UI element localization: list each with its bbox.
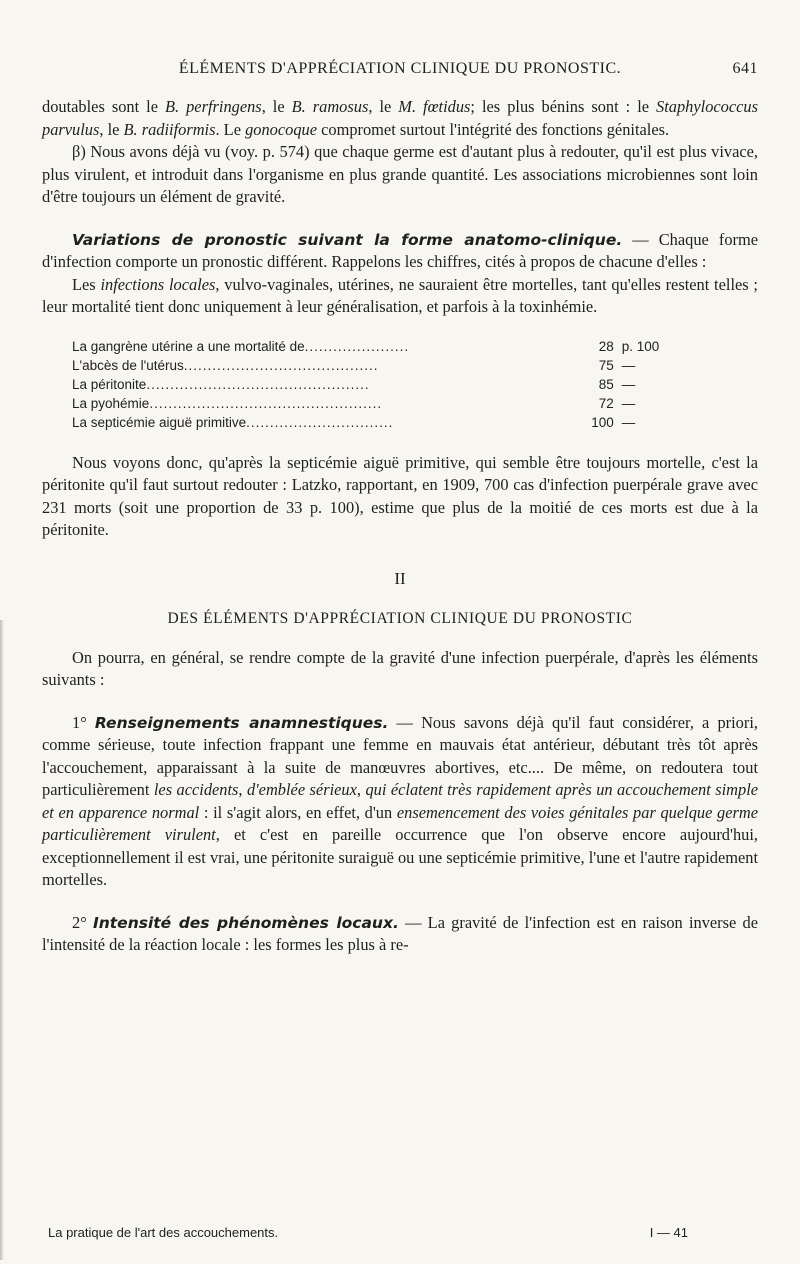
mortality-row [72, 356, 692, 375]
mortality-unit: — [621, 395, 636, 411]
mortality-label: L'abcès de l'utérus......................................... [72, 357, 379, 373]
mortality-label: La septicémie aiguë primitive............................... [72, 414, 394, 430]
paragraph-4: Les infections locales, vulvo-vaginales, utérines, ne sauraient être mortelles, tant qu'elles restent telles ; leur mortalité tient donc uniquement à leur généralisation, et parfois à la toxinhémie. [42, 274, 758, 316]
section-heading-phenomenes: Intensité des phénomènes locaux. [92, 913, 399, 932]
page-edge-shadow [0, 620, 4, 1260]
paragraph-3: Variations de pronostic suivant la forme anatomo-clinique. — Chaque forme d'infection comporte un pronostic différent. Rappelons les chiffres, cités à propos de chacune d'elles : [42, 229, 758, 271]
paragraph-1: doutables sont le B. perfringens, le B. ramosus, le M. fœtidus; les plus bénins sont : le Staphylococcus parvulus, le B. radiiformis. Le gonocoque compromet surtout l'intégrité des fonctions génitales. [42, 97, 759, 139]
mortality-value: 100 [591, 414, 614, 430]
body-text [42, 96, 758, 957]
mortality-label: La gangrène utérine a une mortalité de...................... [72, 338, 410, 354]
mortality-label: La pyohémie................................................. [72, 395, 383, 411]
mortality-value: 28 [598, 338, 614, 354]
mortality-unit: — [621, 357, 636, 373]
paragraph-8: 2° Intensité des phénomènes locaux. — La gravité de l'infection est en raison inverse de l'intensité de la réaction locale : les formes les plus à re- [42, 912, 758, 954]
mortality-unit: p. 100 [621, 338, 660, 354]
paragraph-7: 1° Renseignements anamnestiques. — Nous savons déjà qu'il faut considérer, a priori, comme sérieuse, toute infection frappant une femme en mauvais état antérieur, débutant très tôt après l'accouchement, apparaissant à la suite de manœuvres abortives, etc.... De même, on redoutera tout particulièrement les accidents, d'emblée sérieux, qui éclatent très rapidement après un accouchement simple et en apparence normal : il s'agit alors, en effet, d'un ensemencement des voies génitales par quelque germe particulièrement virulent, et c'est en pareille occurrence que l'on observe encore aujourd'hui, exceptionnellement il est vrai, une péritonite suraiguë ou une septicémie primitive, l'une et l'autre rapidement mortelles. [42, 712, 759, 889]
mortality-label: La péritonite............................................... [72, 376, 370, 392]
footer-signature: I — 41 [649, 1225, 688, 1240]
running-head [42, 60, 758, 78]
paragraph-2: β) Nous avons déjà vu (voy. p. 574) que chaque germe est d'autant plus à redouter, qu'il est plus vivace, plus virulent, et introduit dans l'organisme en plus grande quantité. Les associations microbiennes sont loin d'être toujours un élément de gravité. [42, 142, 758, 206]
mortality-row [72, 375, 692, 394]
paragraph-6: On pourra, en général, se rendre compte de la gravité d'une infection puerpérale, d'après les éléments suivants : [42, 647, 758, 689]
page-number: 641 [732, 60, 758, 77]
mortality-row [72, 394, 692, 413]
paragraph-5: Nous voyons donc, qu'après la septicémie aiguë primitive, qui semble être toujours mortelle, c'est la péritonite qu'il faut surtout redouter : Latzko, rapportant, en 1909, 700 cas d'infection puerpérale grave avec 231 morts (soit une proportion de 33 p. 100), estime que plus de la moitié de ces morts est due à la péritonite. [42, 452, 758, 539]
mortality-value: 75 [598, 357, 614, 373]
mortality-unit: — [621, 414, 636, 430]
mortality-value: 85 [598, 376, 614, 392]
running-head-title: ÉLÉMENTS D'APPRÉCIATION CLINIQUE DU PRONOSTIC. [178, 60, 622, 77]
section-heading-anamnestiques: Renseignements anamnestiques. [94, 713, 389, 732]
section-heading-variations: Variations de pronostic suivant la forme anatomo-clinique. [72, 230, 623, 249]
footer-book-title: La pratique de l'art des accouchements. [48, 1225, 279, 1240]
section-title: DES ÉLÉMENTS D'APPRÉCIATION CLINIQUE DU PRONOSTIC [167, 610, 633, 627]
mortality-table [72, 337, 692, 432]
mortality-value: 72 [598, 395, 614, 411]
section-number: II [394, 568, 406, 588]
mortality-row [72, 337, 692, 356]
mortality-row [72, 413, 692, 432]
mortality-unit: — [621, 376, 636, 392]
